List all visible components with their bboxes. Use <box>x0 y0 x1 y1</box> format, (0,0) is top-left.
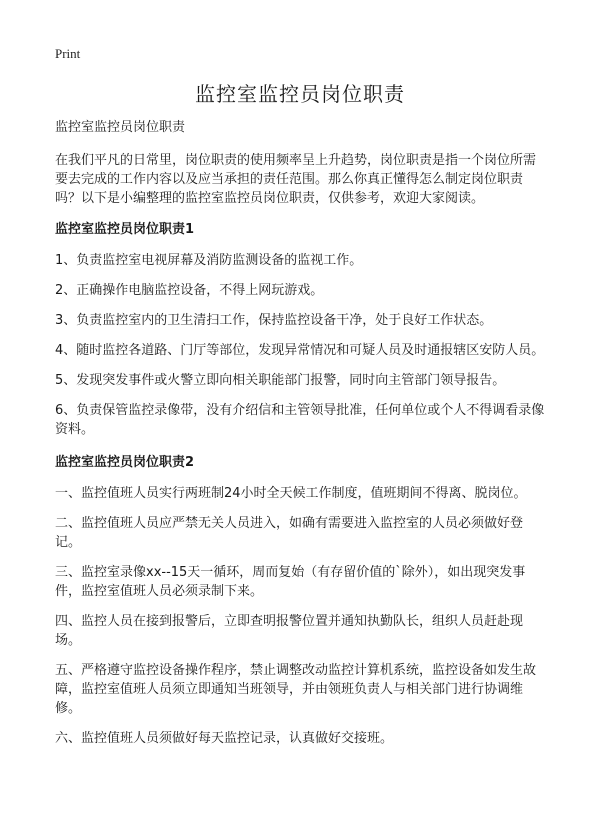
section-heading: 监控室监控员岗位职责1 <box>55 222 195 237</box>
duty-item: 一、监控值班人员实行两班制24小时全天候工作制度，值班期间不得离、脱岗位。 <box>55 486 527 501</box>
duty-item: 六、监控值班人员须做好每天监控记录，认真做好交接班。 <box>55 731 394 746</box>
document-body <box>55 118 545 759</box>
page-title: 监控室监控员岗位职责 <box>195 82 405 106</box>
duty-item: 4、随时监控各道路、门厅等部位，发现异常情况和可疑人员及时通报辖区安防人员。 <box>55 343 545 358</box>
duty-item: 6、负责保管监控录像带，没有介绍信和主管领导批准，任何单位或个人不得调看录像资料。 <box>55 403 545 437</box>
section-heading: 监控室监控员岗位职责2 <box>55 455 195 470</box>
duty-item: 3、负责监控室内的卫生清扫工作，保持监控设备干净，处于良好工作状态。 <box>55 313 493 328</box>
duty-item: 四、监控人员在接到报警后，立即查明报警位置并通知执勤队长，组织人员赶赴现场。 <box>55 614 524 648</box>
duty-item: 5、发现突发事件或火警立即向相关职能部门报警，同时向主管部门领导报告。 <box>55 373 506 388</box>
duty-item: 二、监控值班人员应严禁无关人员进入，如确有需要进入监控室的人员必须做好登记。 <box>55 516 524 550</box>
document-subtitle: 监控室监控员岗位职责 <box>55 120 186 135</box>
intro-paragraph: 在我们平凡的日常里，岗位职责的使用频率呈上升趋势，岗位职责是指一个岗位所需要去完成的工作内容以及应当承担的责任范围。那么你真正懂得怎么制定岗位职责吗？以下是小编整理的监控室监控员岗位职责，仅供参考，欢迎大家阅读。 <box>55 153 537 206</box>
duty-item: 1、负责监控室电视屏幕及消防监测设备的监视工作。 <box>55 253 363 268</box>
duty-item: 三、监控室录像xx--15天一循环，周而复始（有存留价值的`除外），如出现突发事件，监控室值班人员必须录制下来。 <box>55 565 526 599</box>
duty-item: 2、正确操作电脑监控设备，不得上网玩游戏。 <box>55 283 324 298</box>
duty-item: 五、严格遵守监控设备操作程序，禁止调整改动监控计算机系统，监控设备如发生故障，监控室值班人员须立即通知当班领导，并由领班负责人与相关部门进行协调维修。 <box>55 663 537 716</box>
print-link[interactable]: Print <box>55 46 81 61</box>
